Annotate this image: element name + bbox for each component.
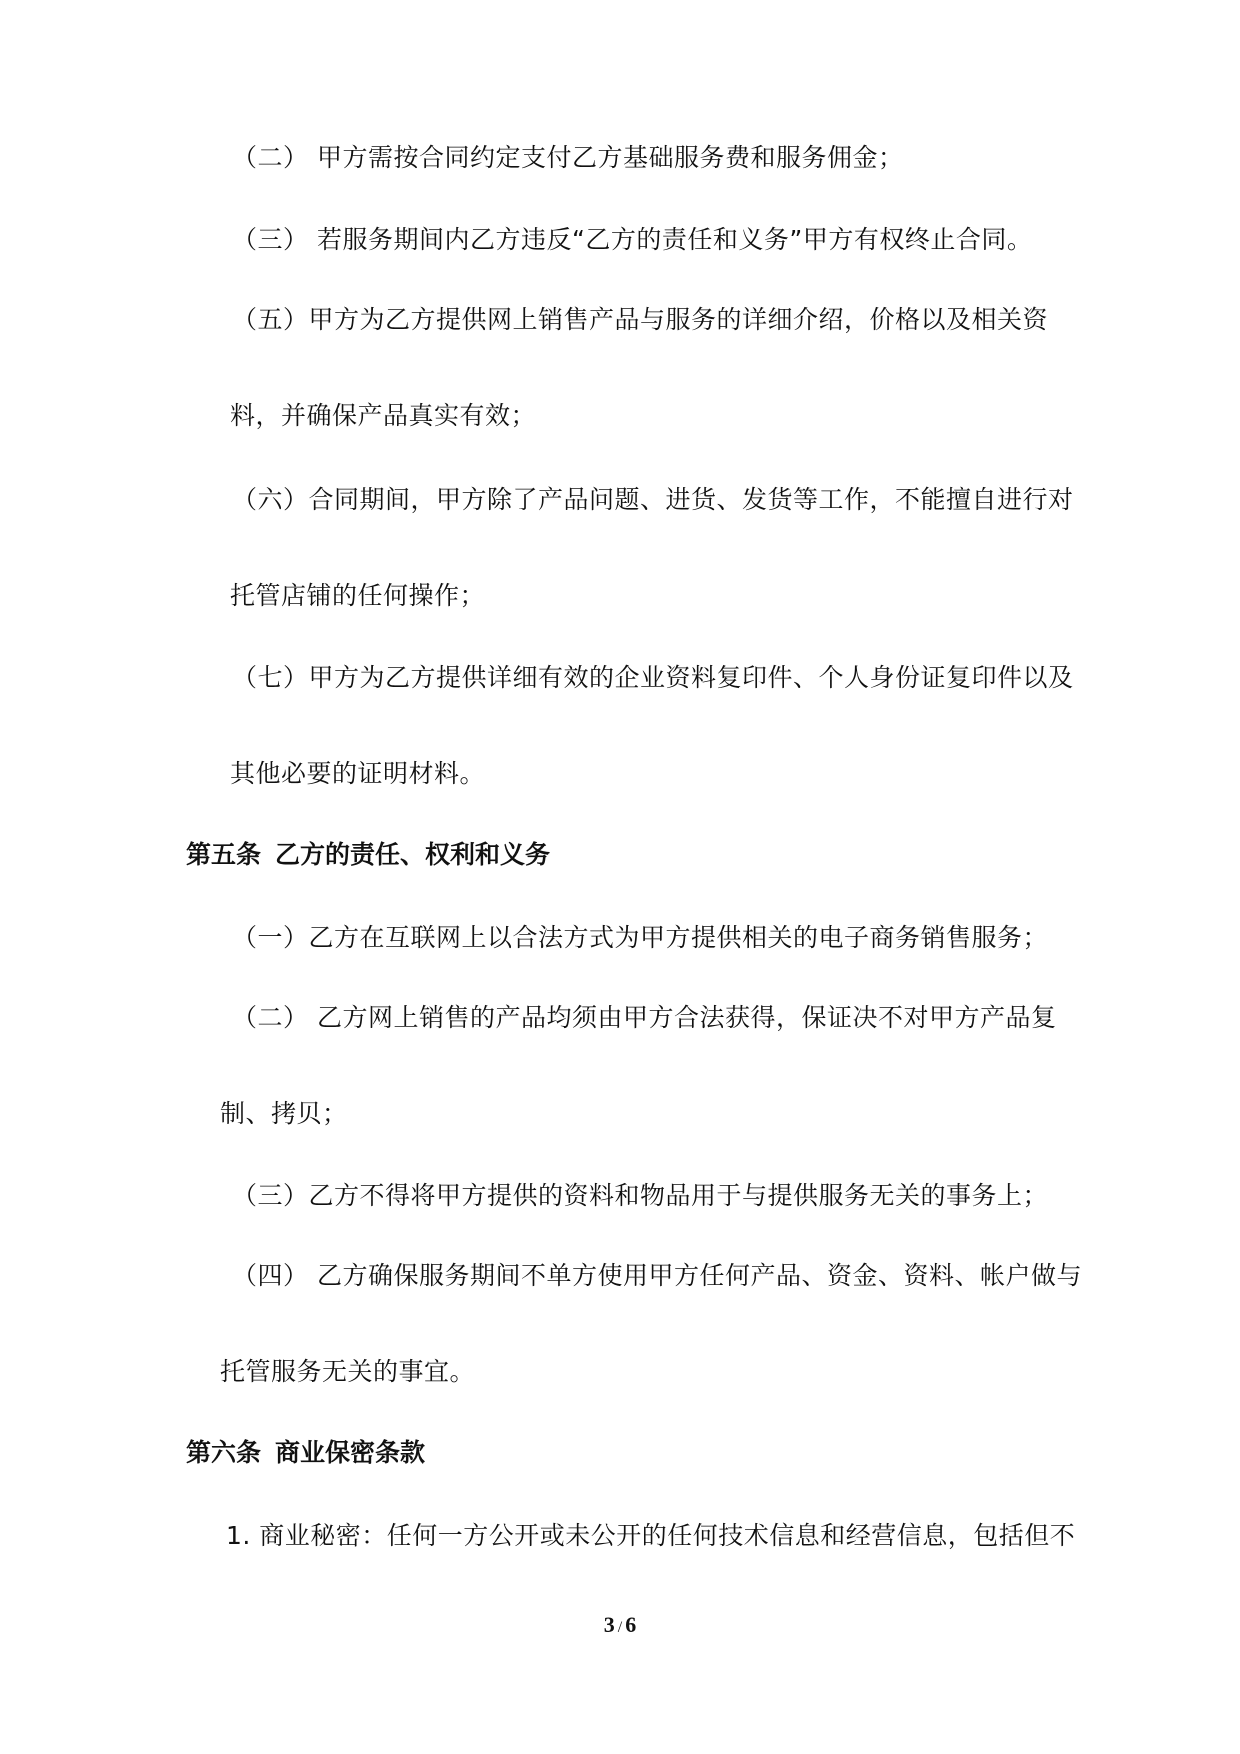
text-line: （四） 乙方确保服务期间不单方使用甲方任何产品、资金、资料、帐户做与 — [232, 1261, 1082, 1290]
current-page: 3 — [603, 1612, 615, 1637]
text-line: （二） 乙方网上销售的产品均须由甲方合法获得，保证决不对甲方产品复 — [232, 1003, 1057, 1032]
text-line: 制、拷贝； — [220, 1099, 348, 1128]
text-line: （六）合同期间，甲方除了产品问题、进货、发货等工作，不能擅自进行对 — [232, 485, 1074, 514]
text-line: （七）甲方为乙方提供详细有效的企业资料复印件、个人身份证复印件以及 — [232, 663, 1074, 692]
section-title: 乙方的责任、权利和义务 — [275, 840, 551, 869]
section-heading — [186, 1435, 425, 1471]
section-title: 商业保密条款 — [275, 1438, 426, 1467]
section-heading — [186, 837, 550, 873]
text-line: 托管服务无关的事宜。 — [220, 1357, 476, 1386]
text-line: 料，并确保产品真实有效； — [230, 401, 537, 430]
text-line: 其他必要的证明材料。 — [230, 759, 486, 788]
page-separator: / — [617, 1619, 623, 1636]
text-line: （一）乙方在互联网上以合法方式为甲方提供相关的电子商务销售服务； — [232, 923, 1049, 952]
text-line: 托管店铺的任何操作； — [230, 581, 486, 610]
section-number: 第五条 — [186, 840, 262, 869]
text-line: （二） 甲方需按合同约定支付乙方基础服务费和服务佣金； — [232, 143, 904, 172]
text-line: （五）甲方为乙方提供网上销售产品与服务的详细介绍，价格以及相关资 — [232, 305, 1049, 334]
text-line: 1. 商业秘密：任何一方公开或未公开的任何技术信息和经营信息，包括但不 — [226, 1521, 1076, 1550]
total-pages: 6 — [625, 1612, 637, 1637]
text-line: （三）乙方不得将甲方提供的资料和物品用于与提供服务无关的事务上； — [232, 1181, 1049, 1210]
page-number — [0, 1612, 1240, 1638]
section-number: 第六条 — [186, 1438, 262, 1467]
text-line: （三） 若服务期间内乙方违反“乙方的责任和义务”甲方有权终止合同。 — [232, 225, 1033, 254]
